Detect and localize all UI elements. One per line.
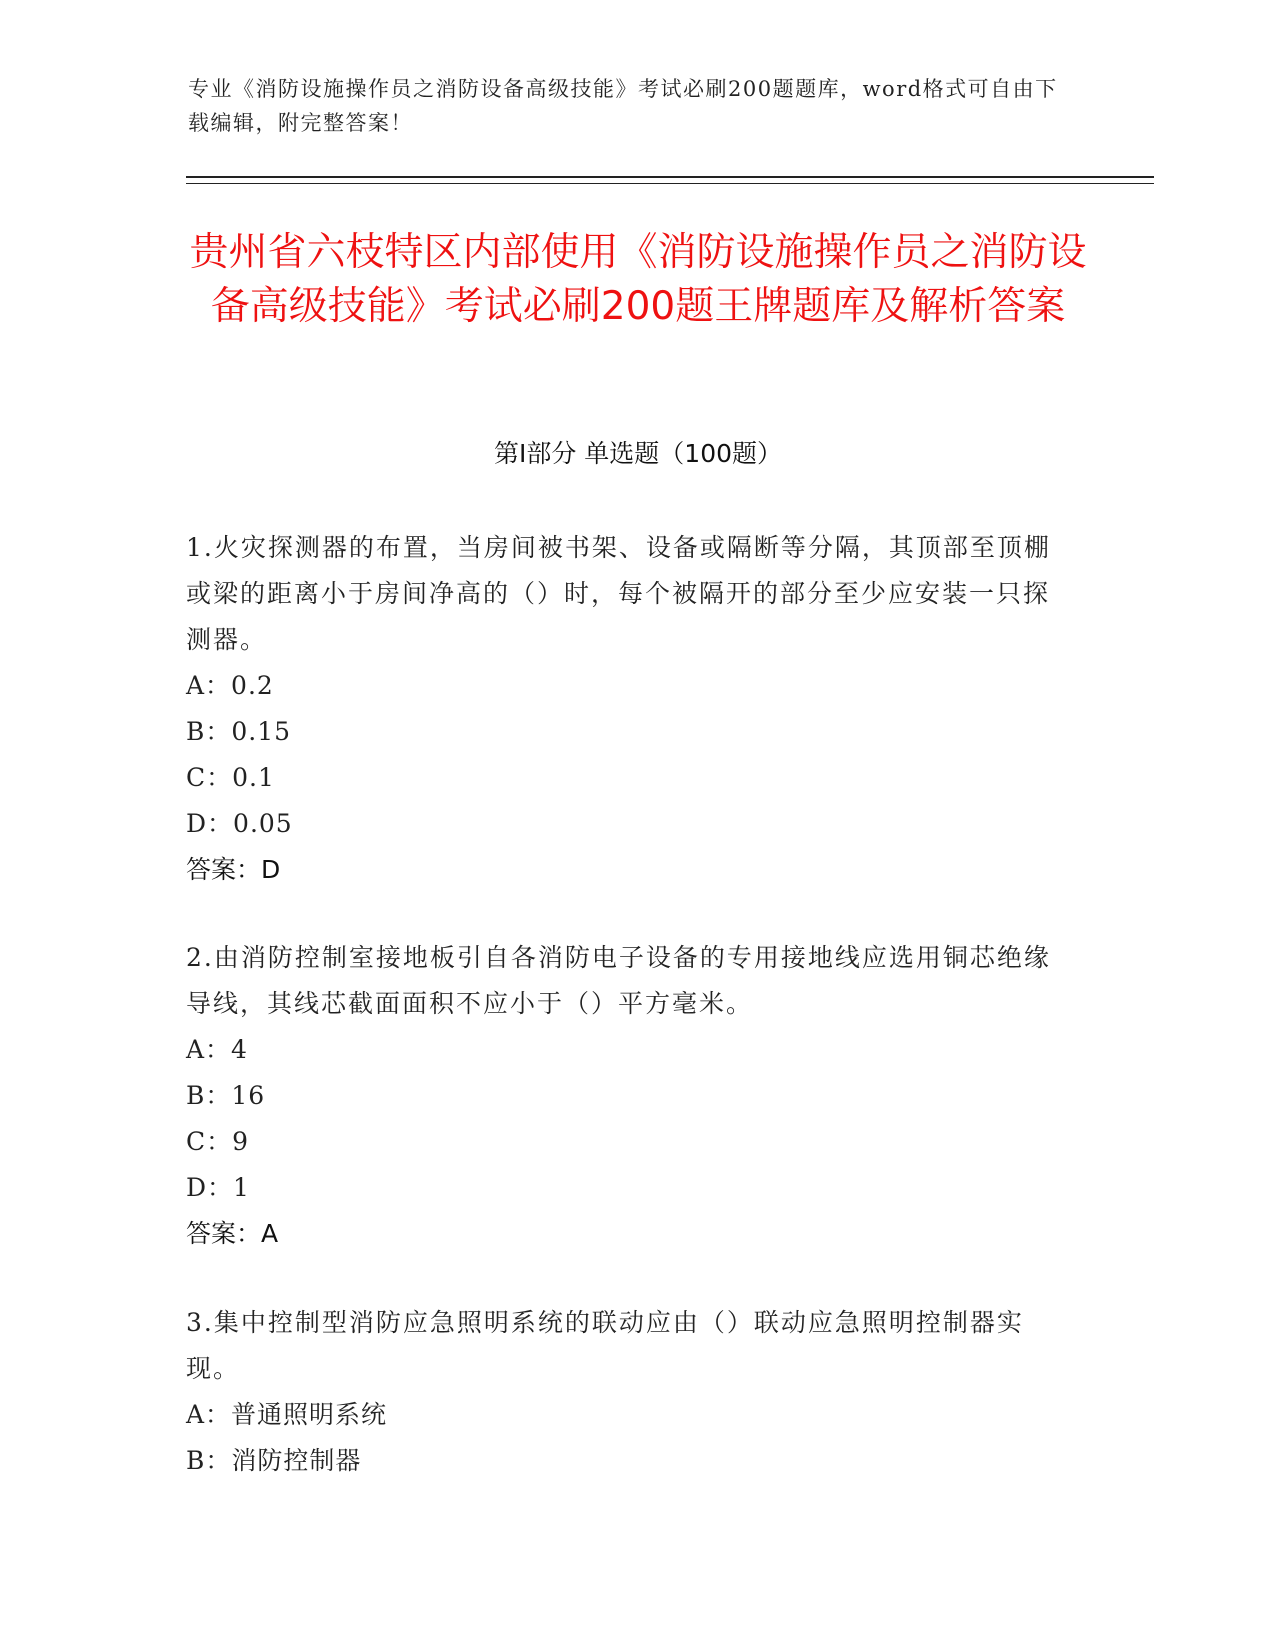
header-divider-thin	[186, 183, 1154, 184]
option-c: C：0.1	[186, 763, 275, 792]
option-a: A：普通照明系统	[186, 1400, 388, 1429]
question-1	[186, 525, 1066, 893]
option-d: D：1	[186, 1173, 250, 1202]
option-b: B：消防控制器	[186, 1446, 362, 1475]
header-note: 专业《消防设施操作员之消防设备高级技能》考试必刷200题题库，word格式可自由下载编辑，附完整答案！	[188, 77, 1058, 135]
header-divider-thick	[186, 176, 1154, 178]
question-2	[186, 935, 1066, 1257]
answer: 答案：A	[186, 1219, 279, 1248]
option-d: D：0.05	[186, 809, 293, 838]
option-a: A：0.2	[186, 671, 274, 700]
question-3	[186, 1300, 1066, 1484]
option-a: A：4	[186, 1035, 248, 1064]
document-title: 贵州省六枝特区内部使用《消防设施操作员之消防设备高级技能》考试必刷200题王牌题库及解析答案	[189, 230, 1087, 329]
option-b: B：0.15	[186, 717, 292, 746]
answer: 答案：D	[186, 855, 281, 884]
question-text: 2.由消防控制室接地板引自各消防电子设备的专用接地线应选用铜芯绝缘导线，其线芯截面面积不应小于（）平方毫米。	[186, 943, 1051, 1018]
question-text: 3.集中控制型消防应急照明系统的联动应由（）联动应急照明控制器实现。	[186, 1308, 1024, 1383]
section-heading: 第Ⅰ部分 单选题（100题）	[493, 439, 783, 468]
question-text: 1.火灾探测器的布置，当房间被书架、设备或隔断等分隔，其顶部至顶棚或梁的距离小于房间净高的（）时，每个被隔开的部分至少应安装一只探测器。	[186, 533, 1051, 654]
option-b: B：16	[186, 1081, 266, 1110]
option-c: C：9	[186, 1127, 250, 1156]
